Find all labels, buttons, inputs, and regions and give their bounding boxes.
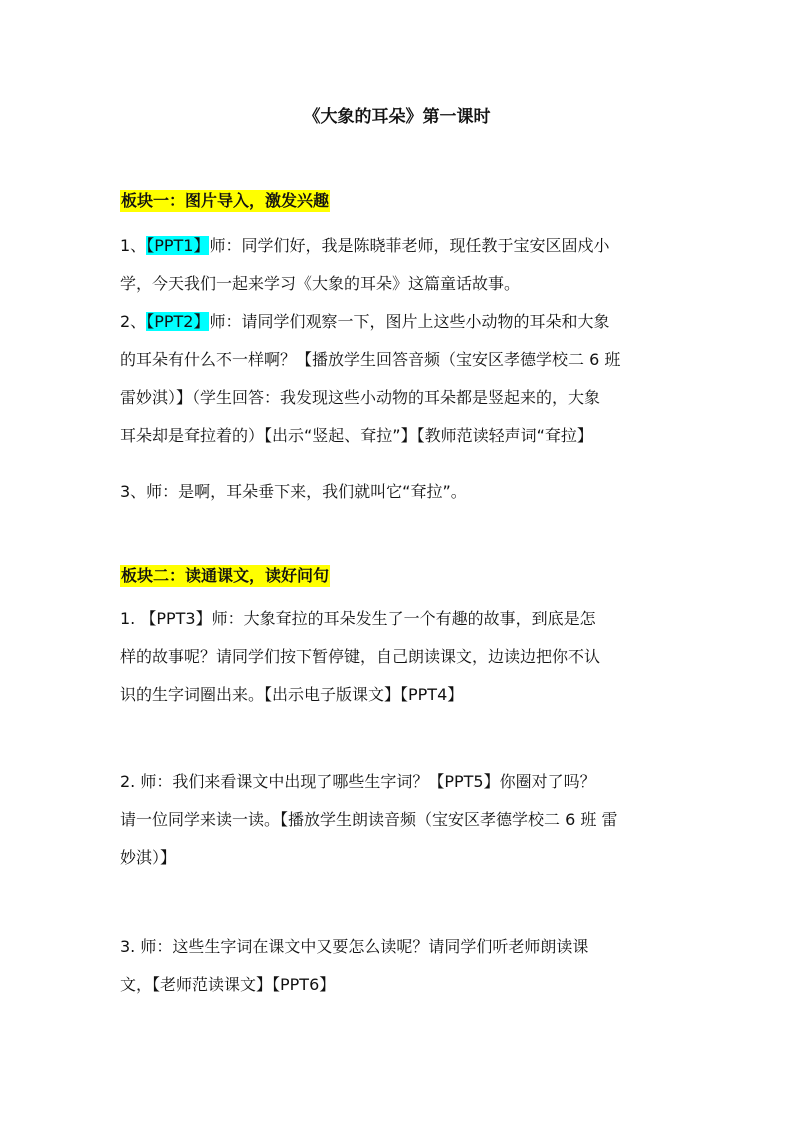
item-number: 1、 xyxy=(120,236,147,255)
paragraph-line: 请一位同学来读一读。【播放学生朗读音频（宝安区孝德学校二 6 班 雷 xyxy=(120,810,618,829)
paragraph-line: 文，【老师范读课文】【PPT6】 xyxy=(120,975,336,994)
paragraph-1-1 xyxy=(120,227,680,303)
section-heading-1: 板块一：图片导入，激发兴趣 xyxy=(121,191,330,210)
paragraph-2-1 xyxy=(120,600,680,714)
item-number: 2、 xyxy=(120,312,147,331)
paragraph-2-3 xyxy=(120,928,680,1004)
paragraph-line: 2. 师：我们来看课文中出现了哪些生字词？【PPT5】你圈对了吗？ xyxy=(120,772,596,791)
paragraph-text: 师：同学们好，我是陈晓菲老师，现任教于宝安区固戍小 xyxy=(209,236,610,255)
paragraph-line xyxy=(120,303,680,341)
paragraph-line: 识的生字词圈出来。【出示电子版课文】【PPT4】 xyxy=(120,685,464,704)
paragraph-1-3 xyxy=(120,473,680,511)
paragraph-line: 样的故事呢？请同学们按下暂停键，自己朗读课文，边读边把你不认 xyxy=(120,647,601,666)
paragraph-line: 雷妙淇）】（学生回答：我发现这些小动物的耳朵都是竖起来的，大象 xyxy=(120,388,601,407)
paragraph-line: 耳朵却是耷拉着的）【出示“竖起、耷拉”】【教师范读轻声词“耷拉】 xyxy=(120,426,593,445)
paragraph-1-2 xyxy=(120,303,680,455)
document-title: 《大象的耳朵》第一课时 xyxy=(303,107,491,127)
paragraph-line: 3. 师：这些生字词在课文中又要怎么读呢？请同学们听老师朗读课 xyxy=(120,937,589,956)
paragraph-line: 1. 【PPT3】师：大象耷拉的耳朵发生了一个有趣的故事，到底是怎 xyxy=(120,609,596,628)
ppt-tag-highlight: 【PPT2】 xyxy=(146,312,210,331)
paragraph-line: 3、师：是啊，耳朵垂下来，我们就叫它“耷拉”。 xyxy=(120,482,467,501)
paragraph-line: 学，今天我们一起来学习《大象的耳朵》这篇童话故事。 xyxy=(120,274,521,293)
paragraph-line: 的耳朵有什么不一样啊？【播放学生回答音频（宝安区孝德学校二 6 班 xyxy=(120,350,621,369)
paragraph-text: 师：请同学们观察一下，图片上这些小动物的耳朵和大象 xyxy=(209,312,610,331)
section-heading-2: 板块二：读通课文，读好问句 xyxy=(121,566,330,585)
paragraph-line: 妙淇）】 xyxy=(120,848,177,867)
paragraph-2-2 xyxy=(120,763,680,877)
paragraph-line xyxy=(120,227,680,265)
ppt-tag-highlight: 【PPT1】 xyxy=(146,236,210,255)
